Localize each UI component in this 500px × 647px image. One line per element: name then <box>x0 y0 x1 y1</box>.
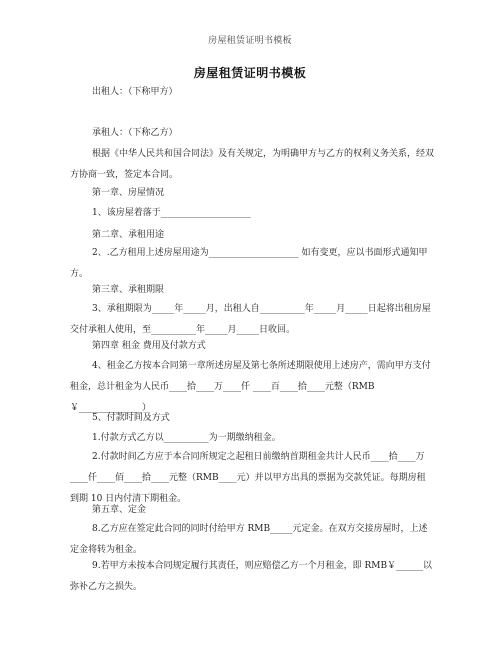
clause-9: 9.若甲方未按本合同规定履行其责任，则应赔偿乙方一个月租金，即 RMB￥______以弥补乙方之损失。 <box>70 561 433 592</box>
chapter-3-heading: 第三章、承租期限 <box>92 285 165 295</box>
chapter-4-heading: 第四章 租金 费用及付款方式 <box>92 341 206 351</box>
clause-4: 4、租金乙方按本合同第一章所述房屋及第七条所述期限使用上述房产，需向甲方支付租金，总计租金为人民币____拾____万____仟 ____百____拾____元整（RMB ￥______________） <box>70 361 431 413</box>
clause-1: 1、该房屋着落于____________________ <box>92 208 251 218</box>
payment-method: 1.付款方式乙方以__________为一期缴纳租金。 <box>92 433 281 443</box>
lessor-line: 出租人：（下称甲方） <box>92 87 178 97</box>
chapter-2-heading: 第二章、承租用途 <box>92 230 165 240</box>
chapter-1-heading: 第一章、房屋情况 <box>92 188 165 198</box>
clause-8: 8.乙方应在签定此合同的同时付给甲方 RMB_____元定金。在双方交接房屋时，上述定金将转为租金。 <box>70 524 428 555</box>
document-title: 房屋租赁证明书模板 <box>193 66 307 80</box>
payment-time: 2.付款时间乙方应于本合同所规定之起租日前缴纳首期租金共计人民币____拾____万____仟____佰____拾____元整（RMB____元）并以甲方出具的票据为交款凭证。每期房租到期 10 日内付清下期租金。 <box>70 452 426 504</box>
page-header: 房屋租赁证明书模板 <box>208 36 292 46</box>
intro-paragraph: 根据《中华人民共和国合同法》及有关规定，为明确甲方与乙方的权利义务关系，经双方协商一致，签定本合同。 <box>70 149 435 180</box>
lessee-line: 承租人：（下称乙方） <box>92 128 178 138</box>
clause-2: 2、.乙方租用上述房屋用途为____________________ 如有变更，应以书面形式通知甲方。 <box>70 248 428 279</box>
clause-3: 3、承租期限为_____年_____月，出租人自__________年_____月_____日起将出租房屋交付承租人使用，至__________年_____月_____日收回。 <box>70 304 431 335</box>
clause-5-heading: 5、付款时间及方式 <box>92 413 170 423</box>
chapter-5-heading: 第五章、定金 <box>92 505 147 515</box>
